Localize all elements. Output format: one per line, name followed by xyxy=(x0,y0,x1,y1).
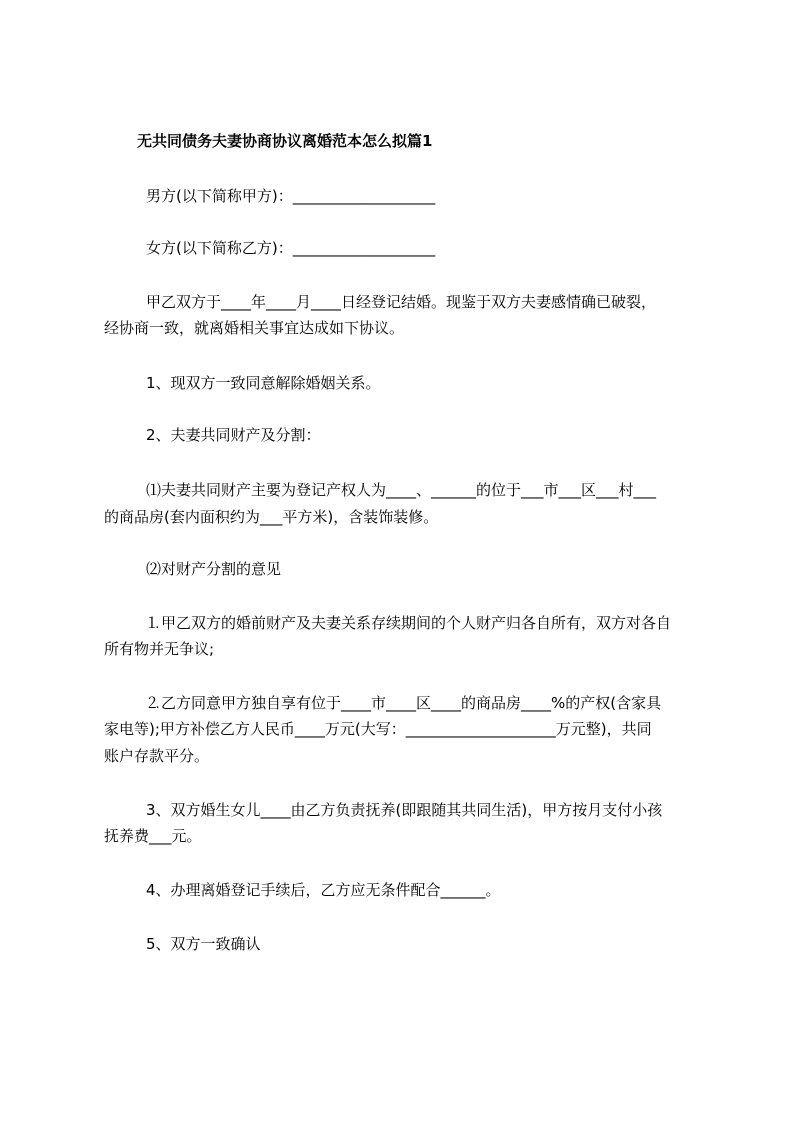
clause-1: 1、现双方一致同意解除婚姻关系。 xyxy=(146,374,381,392)
clause-5: 5、双方一致确认 xyxy=(146,935,261,953)
clause-3-line-2: 抚养费___元。 xyxy=(104,827,202,845)
party-a-line: 男方(以下简称甲方)：___________________ xyxy=(146,187,436,205)
item-2-line-1: ⒉乙方同意甲方独自享有位于____市____区____的商品房____%的产权(含家具 xyxy=(146,694,662,712)
clause-2: 2、夫妻共同财产及分割： xyxy=(146,426,321,444)
document-title: 无共同债务夫妻协商协议离婚范本怎么拟篇1 xyxy=(137,132,433,150)
intro-line-1: 甲乙双方于____年____月____日经登记结婚。现鉴于双方夫妻感情确已破裂， xyxy=(146,293,657,311)
clause-2-2: ⑵对财产分割的意见 xyxy=(146,560,282,578)
item-2-line-2: 家电等);甲方补偿乙方人民币____万元(大写：____________________万元整)，共同 xyxy=(104,720,652,738)
clause-2-1-line-1: ⑴夫妻共同财产主要为登记产权人为____、______的位于___市___区___村___ xyxy=(146,481,657,499)
clause-4: 4、办理离婚登记手续后，乙方应无条件配合______。 xyxy=(146,881,501,899)
clause-3-line-1: 3、双方婚生女儿____由乙方负责抚养(即跟随其共同生活)，甲方按月支付小孩 xyxy=(146,801,663,819)
clause-2-1-line-2: 的商品房(套内面积约为___平方米)，含装饰装修。 xyxy=(104,508,439,526)
item-1-line-2: 所有物并无争议; xyxy=(104,640,215,658)
item-2-line-3: 账户存款平分。 xyxy=(104,747,210,765)
item-1-line-1: ⒈甲乙双方的婚前财产及夫妻关系存续期间的个人财产归各自所有，双方对各自 xyxy=(146,614,672,632)
intro-line-2: 经协商一致，就离婚相关事宜达成如下协议。 xyxy=(104,319,405,337)
party-b-line: 女方(以下简称乙方)：___________________ xyxy=(146,239,436,257)
